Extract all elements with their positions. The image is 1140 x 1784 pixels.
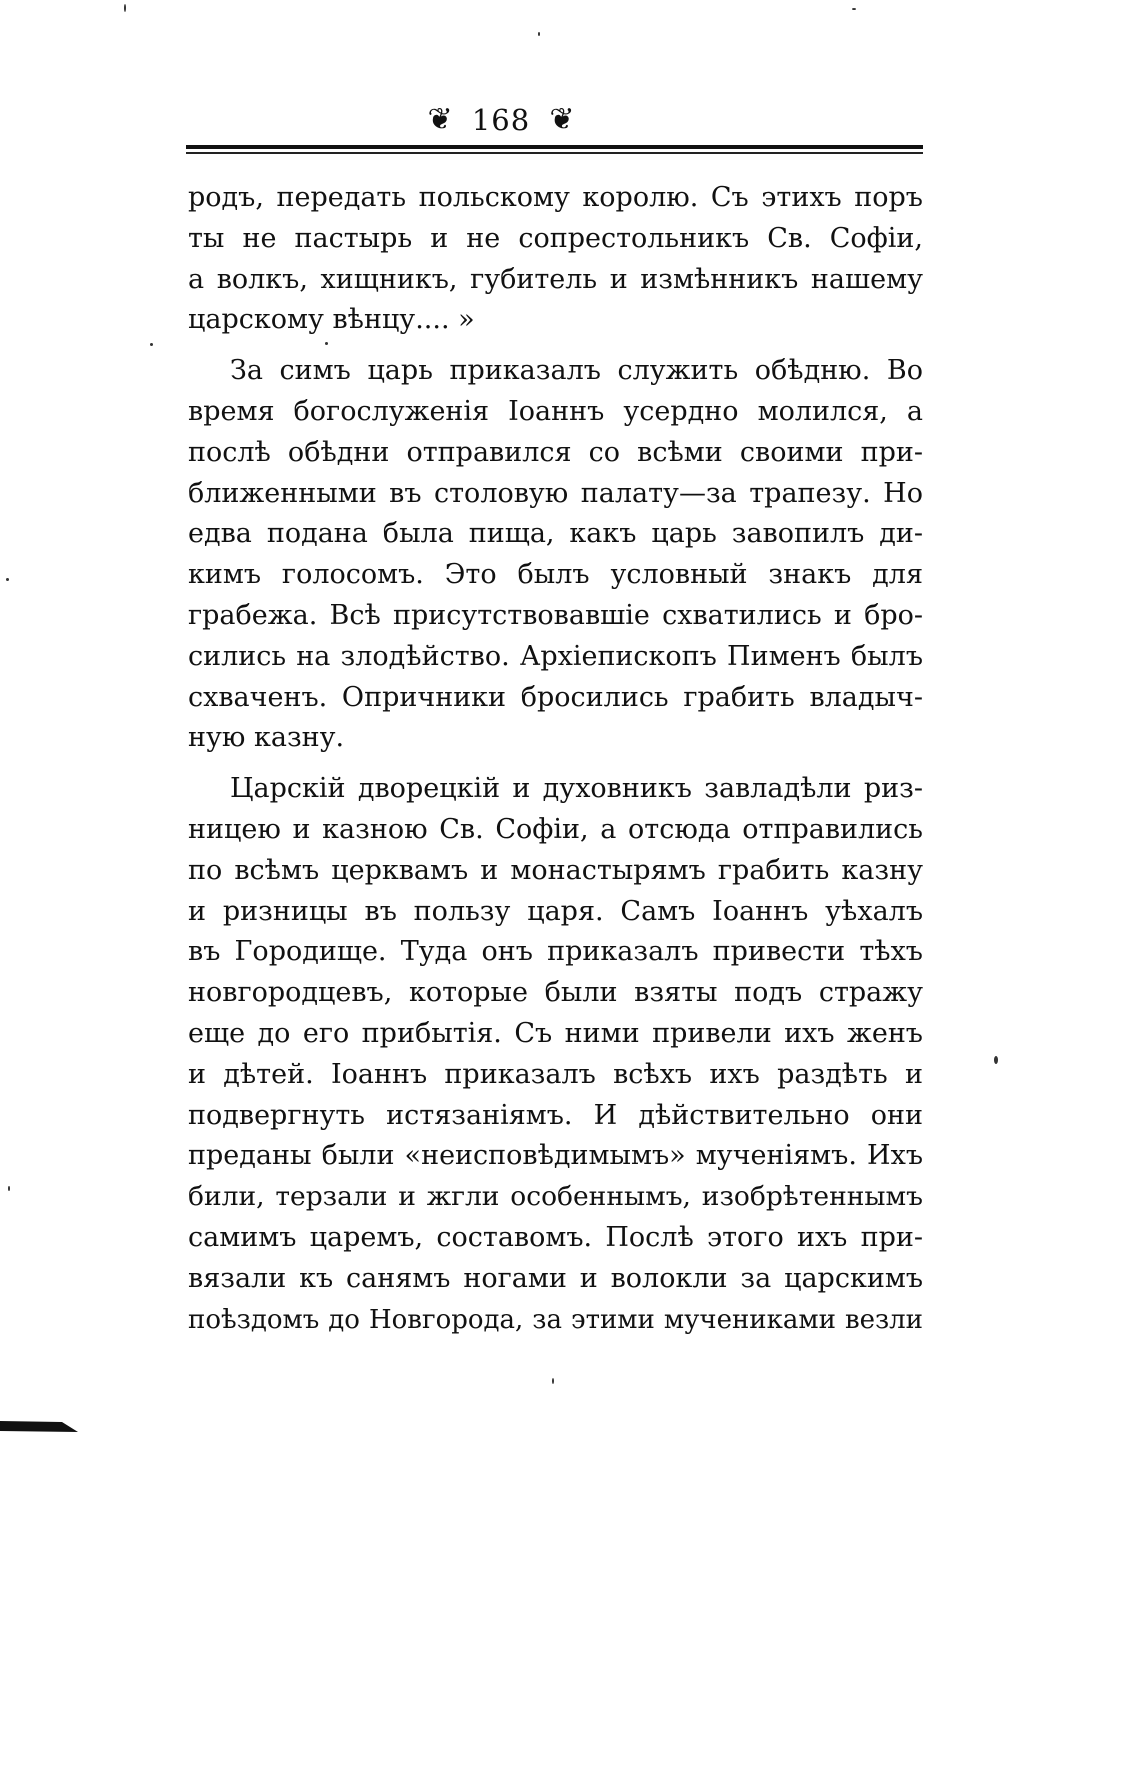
text-line: родъ, передать польскому королю. Съ этихъ поръ <box>188 182 923 213</box>
scan-speck <box>538 32 540 36</box>
text-line: и ризницы въ пользу царя. Самъ Іоаннъ уѣхалъ <box>188 895 923 927</box>
text-line: кимъ голосомъ. Это былъ условный знакъ для <box>188 559 923 591</box>
header-rule-thick <box>186 145 923 149</box>
text-line: За симъ царь приказалъ служить обѣдню. Во <box>230 355 923 387</box>
text-line: ближенными въ столовую палату—за трапезу. Но <box>188 477 923 509</box>
scan-speck <box>325 342 328 345</box>
text-line: били, терзали и жгли особеннымъ, изобрѣтеннымъ <box>188 1181 923 1213</box>
page-body-text <box>188 178 923 1340</box>
text-line: поѣздомъ до Новгорода, за этими мучениками везли <box>188 1304 923 1335</box>
text-line: по всѣмъ церквамъ и монастырямъ грабить казну <box>188 854 923 886</box>
text-line: а волкъ, хищникъ, губитель и измѣнникъ нашему <box>188 263 923 295</box>
text-line: время богослуженія Іоаннъ усердно молился, а <box>188 395 923 427</box>
text-line: царскому вѣнцу.... » <box>188 304 475 336</box>
text-line: схваченъ. Опричники бросились грабить владыч- <box>188 681 923 713</box>
text-line: едва подана была пища, какъ царь завопилъ ди- <box>188 518 923 550</box>
text-line: ную казну. <box>188 722 345 754</box>
text-line: грабежа. Всѣ присутствовавшіе схватились и бро- <box>188 599 923 631</box>
text-line: и дѣтей. Іоаннъ приказалъ всѣхъ ихъ раздѣть и <box>188 1058 923 1090</box>
text-line: вязали къ санямъ ногами и волокли за царскимъ <box>188 1262 923 1294</box>
scan-speck <box>150 343 153 346</box>
text-line: еще до его прибытія. Съ ними привели ихъ женъ <box>188 1017 923 1049</box>
text-line: послѣ обѣдни отправился со всѣми своими при- <box>188 436 923 468</box>
right-ornament-icon: ❦ <box>549 102 575 137</box>
text-line: самимъ царемъ, составомъ. Послѣ этого ихъ при- <box>188 1221 923 1253</box>
text-line: сились на злодѣйство. Архіепископъ Пименъ былъ <box>188 640 923 672</box>
header-rule-thin <box>186 152 923 154</box>
left-ornament-icon: ❦ <box>427 102 453 137</box>
scan-speck <box>852 8 856 10</box>
text-line: новгородцевъ, которые были взяты подъ стражу <box>188 977 923 1009</box>
scan-speck <box>552 1378 554 1384</box>
page-number: 168 <box>471 103 531 137</box>
text-line: подвергнуть истязаніямъ. И дѣйствительно они <box>188 1099 923 1131</box>
paragraph-gap <box>188 759 923 769</box>
text-line: преданы были «неисповѣдимымъ» мученіямъ. Ихъ <box>188 1140 923 1172</box>
scan-speck <box>124 4 126 12</box>
margin-mark <box>0 1419 80 1435</box>
scan-speck <box>994 1056 998 1064</box>
text-line: Царскій дворецкій и духовникъ завладѣли риз- <box>230 773 923 805</box>
text-line: ты не пастырь и не сопрестольникъ Св. Софіи, <box>188 222 923 254</box>
page-header <box>0 98 1002 140</box>
text-line: въ Городище. Туда онъ приказалъ привести тѣхъ <box>188 936 923 968</box>
scan-speck <box>6 578 9 581</box>
paragraph-gap <box>188 341 923 351</box>
scan-speck <box>8 1186 10 1191</box>
text-line: ницею и казною Св. Софіи, а отсюда отправились <box>188 813 923 845</box>
